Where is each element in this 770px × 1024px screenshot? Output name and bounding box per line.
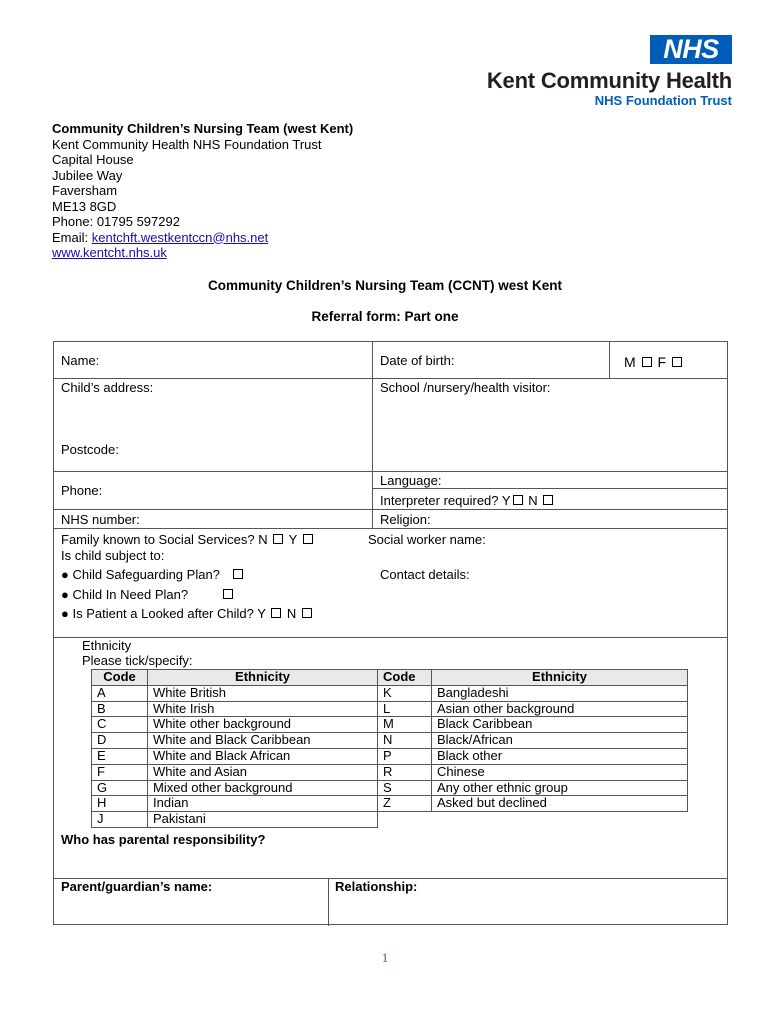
ethnicity-code-cell: F <box>92 764 148 780</box>
social-worker-label: Social worker name: <box>368 532 486 547</box>
address-block <box>52 121 353 261</box>
team-name: Community Children’s Nursing Team (west Kent) <box>52 121 354 136</box>
interpreter-no-checkbox[interactable] <box>543 495 553 505</box>
ethnicity-row <box>92 685 688 701</box>
ethnicity-header-row <box>92 670 688 686</box>
safeguarding-label: ● Child Safeguarding Plan? <box>61 567 220 582</box>
ethnicity-code-cell: Z <box>378 796 432 812</box>
ethnicity-name-cell: White other background <box>148 717 378 733</box>
interpreter-field <box>380 493 555 508</box>
family-known-field <box>61 532 315 547</box>
email-label: Email: <box>52 229 92 245</box>
relationship-label: Relationship: <box>335 879 418 894</box>
ethnicity-row <box>92 733 688 749</box>
ethnicity-code-cell: K <box>378 685 432 701</box>
address-line-1: Capital House <box>52 152 134 167</box>
ethnicity-code-cell: M <box>378 717 432 733</box>
address-postcode: ME13 8GD <box>52 198 117 214</box>
ethnicity-name-cell: Mixed other background <box>148 780 378 796</box>
ethnicity-code-cell: E <box>92 748 148 764</box>
ethnicity-name-cell: Black/African <box>432 733 688 749</box>
ethnicity-name-cell: Asked but declined <box>432 796 688 812</box>
ethnicity-row <box>92 717 688 733</box>
name-label: Name: <box>61 353 100 368</box>
ethnicity-code-cell: P <box>378 748 432 764</box>
address-line-3: Faversham <box>52 183 118 198</box>
ethnicity-name-cell: White and Asian <box>148 764 378 780</box>
ethnicity-code-cell: S <box>378 780 432 796</box>
ethnicity-header: Ethnicity <box>148 670 378 686</box>
family-known-yes-checkbox[interactable] <box>303 534 313 544</box>
ethnicity-name-cell: Pakistani <box>148 812 378 828</box>
ethnicity-row <box>92 796 688 812</box>
trust-name: Kent Community Health NHS Foundation Trust <box>52 136 322 152</box>
contact-details-label: Contact details: <box>380 567 470 582</box>
website-link[interactable]: www.kentcht.nhs.uk <box>52 245 167 260</box>
religion-label: Religion: <box>380 512 431 527</box>
phone-line: Phone: 01795 597292 <box>52 214 180 229</box>
ethnicity-row <box>92 748 688 764</box>
code-header: Code <box>92 670 148 686</box>
looked-after-field <box>61 606 314 621</box>
email-line <box>52 230 353 246</box>
nhs-number-label: NHS number: <box>61 512 140 527</box>
school-label: School /nursery/health visitor: <box>380 380 551 395</box>
ethnicity-label: Ethnicity <box>82 638 132 653</box>
email-link[interactable]: kentchft.westkentccn@nhs.net <box>91 229 269 245</box>
ethnicity-code-cell: G <box>92 780 148 796</box>
sex-f-label: F <box>657 354 667 370</box>
interpreter-label: Interpreter required? Y <box>380 493 511 508</box>
sex-field[interactable] <box>624 354 684 370</box>
child-need-label: ● Child In Need Plan? <box>61 587 189 602</box>
empty-cell <box>378 812 688 828</box>
please-tick-label: Please tick/specify: <box>82 653 193 668</box>
org-subtitle: NHS Foundation Trust <box>594 93 732 108</box>
looked-after-no-checkbox[interactable] <box>302 608 312 618</box>
looked-after-label: ● Is Patient a Looked after Child? Y <box>61 606 266 621</box>
ethnicity-name-cell: Bangladeshi <box>432 685 688 701</box>
interpreter-yes-checkbox[interactable] <box>513 495 523 505</box>
ethnicity-name-cell: Black other <box>432 748 688 764</box>
ethnicity-code-cell: D <box>92 733 148 749</box>
child-need-checkbox[interactable] <box>223 589 233 599</box>
ethnicity-row <box>92 701 688 717</box>
guardian-name-label: Parent/guardian’s name: <box>61 879 213 894</box>
nhs-logo: NHS <box>650 35 732 64</box>
child-need-field <box>61 587 235 602</box>
code-header: Code <box>378 670 432 686</box>
ethnicity-name-cell: Indian <box>148 796 378 812</box>
ethnicity-name-cell: Asian other background <box>432 701 688 717</box>
ethnicity-code-cell: N <box>378 733 432 749</box>
org-name: Kent Community Health <box>486 68 732 93</box>
female-checkbox[interactable] <box>672 357 682 367</box>
ethnicity-name-cell: White and Black Caribbean <box>148 733 378 749</box>
subject-to-label: Is child subject to: <box>61 548 165 563</box>
form-subtitle: Referral form: Part one <box>311 309 459 324</box>
ethnicity-code-cell: R <box>378 764 432 780</box>
ethnicity-code-cell: L <box>378 701 432 717</box>
dob-label: Date of birth: <box>380 353 455 368</box>
ethnicity-name-cell: White British <box>148 685 378 701</box>
referral-form <box>53 341 728 925</box>
ethnicity-code-cell: C <box>92 717 148 733</box>
interpreter-no-label: N <box>528 493 538 508</box>
ethnicity-header: Ethnicity <box>432 670 688 686</box>
safeguarding-field <box>61 567 245 582</box>
postcode-label: Postcode: <box>61 442 119 457</box>
ethnicity-code-cell: A <box>92 685 148 701</box>
parental-responsibility-label: Who has parental responsibility? <box>61 832 266 847</box>
ethnicity-name-cell: Chinese <box>432 764 688 780</box>
form-title: Community Children’s Nursing Team (CCNT) west Kent <box>207 278 563 293</box>
looked-after-no-label: N <box>286 606 297 621</box>
phone-label: Phone: <box>61 483 103 498</box>
ethnicity-name-cell: Any other ethnic group <box>432 780 688 796</box>
ethnicity-table <box>91 669 688 828</box>
ethnicity-row <box>92 764 688 780</box>
ethnicity-row <box>92 780 688 796</box>
ethnicity-row <box>92 812 688 828</box>
ethnicity-name-cell: White Irish <box>148 701 378 717</box>
ethnicity-code-cell: B <box>92 701 148 717</box>
page-number: 1 <box>381 950 389 965</box>
male-checkbox[interactable] <box>642 357 652 367</box>
sex-m-label: M <box>624 354 636 370</box>
address-label: Child’s address: <box>61 380 154 395</box>
safeguarding-checkbox[interactable] <box>233 569 243 579</box>
language-label: Language: <box>380 473 442 488</box>
looked-after-yes-checkbox[interactable] <box>271 608 281 618</box>
address-line-2: Jubilee Way <box>52 167 123 183</box>
ethnicity-name-cell: White and Black African <box>148 748 378 764</box>
family-known-no-checkbox[interactable] <box>273 534 283 544</box>
ethnicity-code-cell: J <box>92 812 148 828</box>
family-known-yes-label: Y <box>288 532 298 547</box>
ethnicity-code-cell: H <box>92 796 148 812</box>
ethnicity-name-cell: Black Caribbean <box>432 717 688 733</box>
family-known-label: Family known to Social Services? N <box>61 532 268 547</box>
